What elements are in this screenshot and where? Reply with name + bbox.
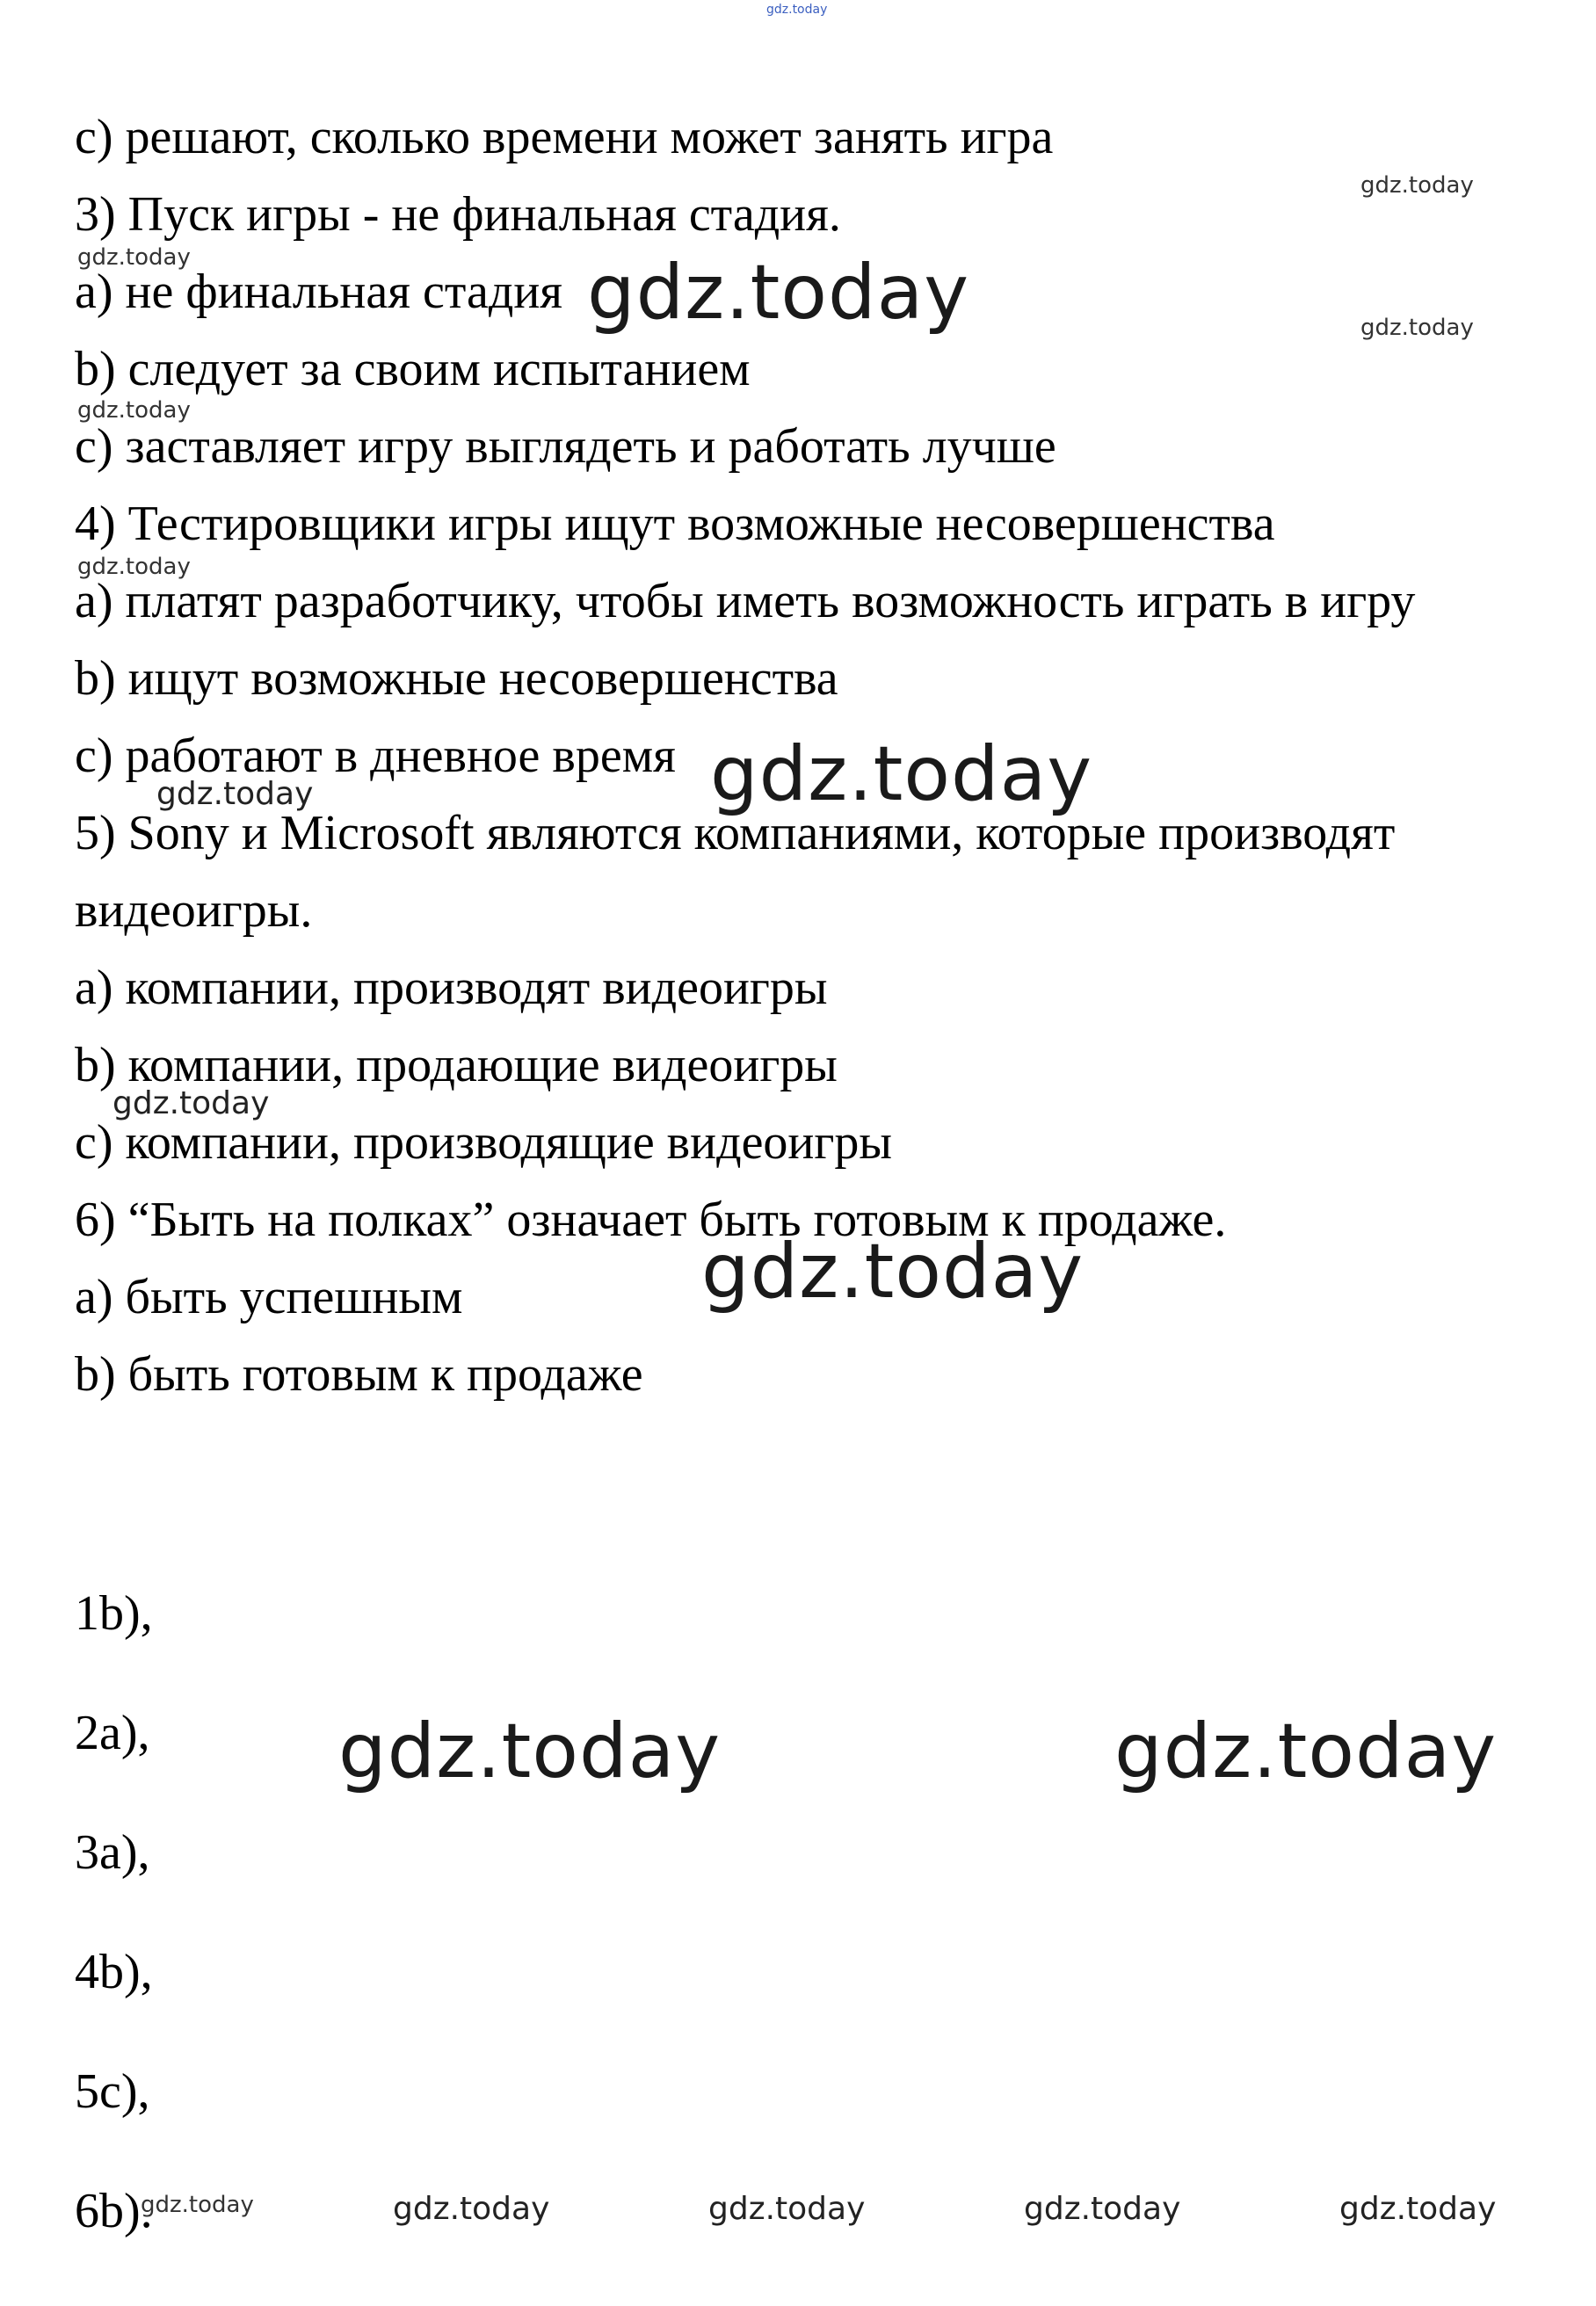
text-line: c) работают в дневное время — [75, 729, 676, 783]
text-line: a) платят разработчику, чтобы иметь возможность играть в игру — [75, 574, 1416, 628]
text-line: a) компании, производят видеоигры — [75, 961, 828, 1015]
answer-5: 5c), — [75, 2064, 150, 2119]
watermark: gdz.today — [338, 1708, 722, 1795]
answer-2: 2a), — [75, 1706, 150, 1760]
watermark: gdz.today — [708, 2191, 866, 2227]
watermark: gdz.today — [1360, 172, 1474, 199]
answer-3: 3a), — [75, 1825, 150, 1880]
watermark: gdz.today — [141, 2192, 254, 2218]
text-line: b) ищут возможные несовершенства — [75, 651, 838, 706]
text-line: b) следует за своим испытанием — [75, 342, 751, 396]
watermark: gdz.today — [1024, 2191, 1181, 2227]
question-6: 6) “Быть на полках” означает быть готовым к продаже. — [75, 1193, 1227, 1247]
watermark: gdz.today — [1114, 1708, 1498, 1795]
watermark: gdz.today — [587, 249, 970, 337]
text-line: b) компании, продающие видеоигры — [75, 1038, 838, 1092]
text-line: b) быть готовым к продаже — [75, 1347, 643, 1402]
watermark: gdz.today — [156, 776, 314, 812]
question-3: 3) Пуск игры - не финальная стадия. — [75, 187, 841, 242]
watermark: gdz.today — [766, 3, 828, 17]
text-line: a) не финальная стадия — [75, 265, 563, 319]
answer-6: 6b). — [75, 2184, 153, 2238]
watermark: gdz.today — [112, 1085, 270, 1121]
text-line: c) компании, производящие видеоигры — [75, 1115, 892, 1170]
text-line: c) решают, сколько времени может занять игра — [75, 110, 1054, 164]
text-line: c) заставляет игру выглядеть и работать лучше — [75, 419, 1056, 474]
watermark: gdz.today — [77, 244, 191, 271]
watermark: gdz.today — [393, 2191, 550, 2227]
watermark: gdz.today — [1360, 315, 1474, 341]
text-line: видеоигры. — [75, 883, 313, 938]
watermark: gdz.today — [710, 730, 1093, 818]
question-4: 4) Тестировщики игры ищут возможные несовершенства — [75, 497, 1275, 551]
watermark: gdz.today — [1339, 2191, 1497, 2227]
question-5: 5) Sony и Microsoft являются компаниями, которые производят — [75, 806, 1396, 860]
answer-1: 1b), — [75, 1586, 153, 1641]
text-line: a) быть успешным — [75, 1270, 463, 1324]
watermark: gdz.today — [77, 554, 191, 580]
watermark: gdz.today — [701, 1228, 1085, 1316]
answer-4: 4b), — [75, 1945, 153, 1999]
watermark: gdz.today — [77, 397, 191, 424]
